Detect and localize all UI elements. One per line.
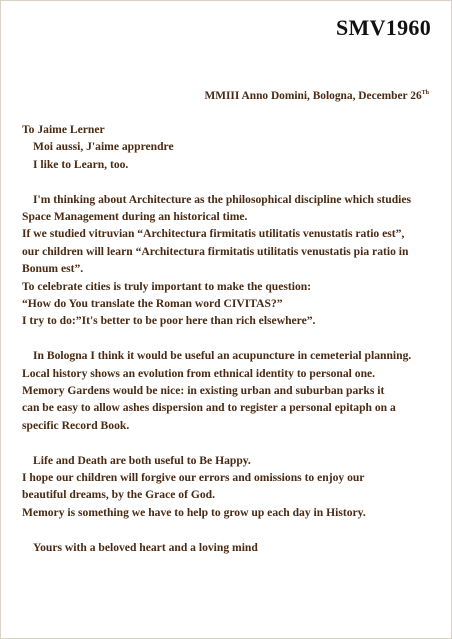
paragraph-line: specific Record Book. bbox=[22, 418, 130, 432]
paragraph-line: beautiful dreams, by the Grace of God. bbox=[22, 488, 216, 502]
paragraph-line: Memory Gardens would be nice: in existing urban and suburban parks it bbox=[22, 384, 385, 398]
paragraph-line: can be easy to allow ashes dispersion and to register a personal epitaph on a bbox=[22, 401, 396, 415]
paragraph-line: Bonum est”. bbox=[22, 262, 84, 276]
paragraph-line: If we studied vitruvian “Architectura firmitatis utilitatis venustatis ratio est”, bbox=[22, 227, 405, 241]
dateline-text: MMIII Anno Domini, Bologna, December 26 bbox=[204, 90, 422, 102]
paragraph-line: I'm thinking about Architecture as the philosophical discipline which studies bbox=[33, 192, 412, 206]
paragraph-line: Space Management during an historical time. bbox=[22, 210, 248, 224]
paragraph-line: Memory is something we have to help to grow up each day in History. bbox=[22, 505, 366, 519]
greeting-recipient: To Jaime Lerner bbox=[22, 123, 105, 136]
paragraph-line: “How do You translate the Roman word CIVITAS?” bbox=[22, 297, 283, 311]
document-code: SMV1960 bbox=[336, 15, 431, 40]
dateline-suffix: Th bbox=[421, 90, 429, 97]
paragraph-line: To celebrate cities is truly important to make the question: bbox=[22, 279, 312, 293]
paragraph-line: In Bologna I think it would be useful an acupuncture in cemeterial planning. bbox=[33, 349, 412, 363]
paragraph-line: Local history shows an evolution from ethnical identity to personal one. bbox=[22, 366, 376, 380]
greeting-line: I like to Learn, too. bbox=[33, 157, 129, 171]
letter-body bbox=[22, 121, 434, 556]
paragraph-line: our children will learn “Architectura firmitatis utilitatis venustatis pia ratio in bbox=[22, 244, 409, 258]
paragraph-line: I hope our children will forgive our errors and omissions to enjoy our bbox=[22, 471, 365, 485]
greeting-line: Moi aussi, J'aime apprendre bbox=[33, 140, 174, 154]
dateline bbox=[204, 90, 429, 102]
closing-line: Yours with a beloved heart and a loving mind bbox=[33, 540, 258, 554]
paragraph-line: I try to do:”It's better to be poor here than rich elsewhere”. bbox=[22, 314, 316, 328]
paragraph-line: Life and Death are both useful to Be Happy. bbox=[33, 453, 251, 467]
